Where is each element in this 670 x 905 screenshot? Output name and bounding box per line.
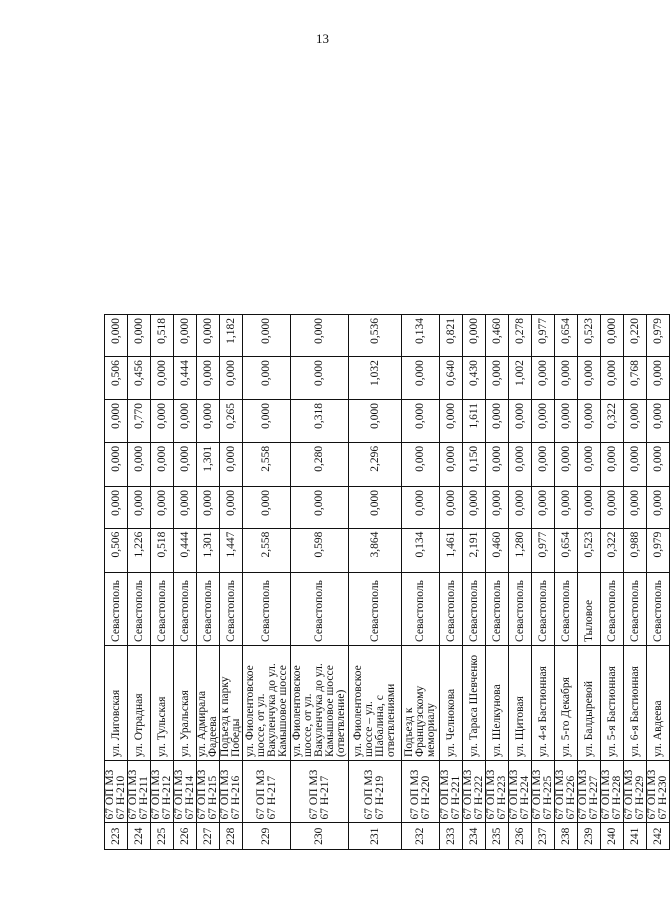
length-col-3-cell: 0,000 [220,442,243,486]
length-col-3-cell: 0,000 [647,442,670,486]
length-col-5-cell: 0,000 [647,357,670,400]
road-name-cell: ул. Уральская [174,645,197,760]
length-col-5-cell: 0,000 [291,357,349,400]
row-number-cell: 238 [555,823,578,850]
row-number-cell: 223 [105,823,128,850]
length-col-3-cell: 2,558 [243,442,291,486]
length-col-6-cell: 0,000 [197,315,220,357]
road-name-cell: ул. Авдеева [647,645,670,760]
total-length-cell: 0,322 [601,528,624,572]
locality-cell: Севастополь [174,572,197,645]
road-code-cell: 67 ОП МЗ 67 Н-210 [105,760,128,823]
length-col-4-cell: 0,000 [402,400,440,443]
length-col-2-cell: 0,000 [174,486,197,528]
locality-cell: Севастополь [555,572,578,645]
length-col-5-cell: 0,000 [220,357,243,400]
road-name-cell: ул. 5-го Декабря [555,645,578,760]
row-number-cell: 240 [601,823,624,850]
locality-cell: Севастополь [486,572,509,645]
length-col-6-cell: 0,979 [647,315,670,357]
length-col-4-cell: 0,000 [647,400,670,443]
length-col-5-cell: 0,456 [128,357,151,400]
row-number-cell: 242 [647,823,670,850]
length-col-2-cell: 0,000 [532,486,555,528]
length-col-3-cell: 0,000 [440,442,463,486]
road-name-cell: ул. Тульская [151,645,174,760]
length-col-2-cell: 0,000 [647,486,670,528]
length-col-6-cell: 0,278 [509,315,532,357]
table-row [463,315,486,850]
total-length-cell: 1,461 [440,528,463,572]
road-name-cell: ул. 4-я Бастионная [532,645,555,760]
length-col-6-cell: 0,000 [463,315,486,357]
length-col-4-cell: 0,000 [624,400,647,443]
road-code-cell: 67 ОП МЗ 67 Н-224 [509,760,532,823]
road-name-cell: ул. Фиолентовское шоссе, от ул. Вакуленчука до ул. Камышовое шоссе [243,645,291,760]
row-number-cell: 229 [243,823,291,850]
length-col-3-cell: 0,000 [601,442,624,486]
road-name-cell: Подъезд к Французскому мемориалу [402,645,440,760]
length-col-5-cell: 0,000 [578,357,601,400]
table-row [624,315,647,850]
row-number-cell: 228 [220,823,243,850]
road-name-cell: ул. Тараса Шевченко [463,645,486,760]
length-col-3-cell: 0,000 [532,442,555,486]
road-code-cell: 67 ОП МЗ 67 Н-228 [601,760,624,823]
table-row [220,315,243,850]
road-code-cell: 67 ОП МЗ 67 Н-219 [349,760,402,823]
length-col-2-cell: 0,000 [151,486,174,528]
locality-cell: Севастополь [440,572,463,645]
length-col-2-cell: 0,000 [243,486,291,528]
length-col-6-cell: 0,536 [349,315,402,357]
length-col-5-cell: 0,768 [624,357,647,400]
road-code-cell: 67 ОП МЗ 67 Н-227 [578,760,601,823]
length-col-5-cell: 0,430 [463,357,486,400]
row-number-cell: 241 [624,823,647,850]
length-col-6-cell: 0,654 [555,315,578,357]
length-col-6-cell: 0,000 [128,315,151,357]
road-code-cell: 67 ОП МЗ 67 Н-225 [532,760,555,823]
length-col-4-cell: 0,000 [440,400,463,443]
length-col-3-cell: 2,296 [349,442,402,486]
locality-cell: Севастополь [291,572,349,645]
row-number-cell: 231 [349,823,402,850]
row-number-cell: 236 [509,823,532,850]
table-row [440,315,463,850]
table-row [349,315,402,850]
total-length-cell: 2,191 [463,528,486,572]
table-row [509,315,532,850]
road-name-cell: ул. Балдыревой [578,645,601,760]
total-length-cell: 1,301 [197,528,220,572]
length-col-2-cell: 0,000 [440,486,463,528]
length-col-3-cell: 1,301 [197,442,220,486]
length-col-2-cell: 0,000 [402,486,440,528]
row-number-cell: 235 [486,823,509,850]
table-row [174,315,197,850]
road-code-cell: 67 ОП МЗ 67 Н-214 [174,760,197,823]
length-col-2-cell: 0,000 [509,486,532,528]
locality-cell: Севастополь [647,572,670,645]
row-number-cell: 237 [532,823,555,850]
table-row [151,315,174,850]
length-col-4-cell: 0,000 [174,400,197,443]
length-col-6-cell: 0,000 [105,315,128,357]
locality-cell: Севастополь [197,572,220,645]
length-col-2-cell: 0,000 [463,486,486,528]
total-length-cell: 3,864 [349,528,402,572]
length-col-3-cell: 0,000 [174,442,197,486]
locality-cell: Севастополь [128,572,151,645]
document-table-rotated [104,314,670,850]
length-col-4-cell: 0,000 [555,400,578,443]
length-col-2-cell: 0,000 [128,486,151,528]
length-col-2-cell: 0,000 [578,486,601,528]
total-length-cell: 0,523 [578,528,601,572]
road-name-cell: ул. 6-я Бастионная [624,645,647,760]
length-col-3-cell: 0,000 [486,442,509,486]
length-col-3-cell: 0,150 [463,442,486,486]
road-code-cell: 67 ОП МЗ 67 Н-229 [624,760,647,823]
length-col-6-cell: 0,518 [151,315,174,357]
row-number-cell: 225 [151,823,174,850]
length-col-3-cell: 0,000 [624,442,647,486]
length-col-4-cell: 0,000 [243,400,291,443]
length-col-2-cell: 0,000 [220,486,243,528]
length-col-4-cell: 0,000 [578,400,601,443]
length-col-6-cell: 0,220 [624,315,647,357]
length-col-5-cell: 1,032 [349,357,402,400]
total-length-cell: 0,654 [555,528,578,572]
total-length-cell: 1,280 [509,528,532,572]
road-code-cell: 67 ОП МЗ 67 Н-215 [197,760,220,823]
locality-cell: Севастополь [402,572,440,645]
length-col-5-cell: 0,640 [440,357,463,400]
roads-table [104,314,670,850]
table-row [291,315,349,850]
row-number-cell: 230 [291,823,349,850]
total-length-cell: 0,977 [532,528,555,572]
length-col-2-cell: 0,000 [349,486,402,528]
row-number-cell: 232 [402,823,440,850]
row-number-cell: 227 [197,823,220,850]
length-col-6-cell: 0,460 [486,315,509,357]
road-name-cell: ул. Лиговская [105,645,128,760]
road-code-cell: 67 ОП МЗ 67 Н-220 [402,760,440,823]
locality-cell: Тыловое [578,572,601,645]
length-col-3-cell: 0,000 [151,442,174,486]
length-col-6-cell: 0,000 [291,315,349,357]
length-col-4-cell: 0,000 [105,400,128,443]
row-number-cell: 224 [128,823,151,850]
length-col-2-cell: 0,000 [624,486,647,528]
length-col-6-cell: 0,821 [440,315,463,357]
road-name-cell: ул. Челнокова [440,645,463,760]
length-col-3-cell: 0,000 [578,442,601,486]
total-length-cell: 1,447 [220,528,243,572]
road-code-cell: 67 ОП МЗ 67 Н-217 [291,760,349,823]
total-length-cell: 0,518 [151,528,174,572]
locality-cell: Севастополь [243,572,291,645]
total-length-cell: 0,460 [486,528,509,572]
road-name-cell: ул. 5-я Бастионная [601,645,624,760]
locality-cell: Севастополь [463,572,486,645]
table-row [197,315,220,850]
road-code-cell: 67 ОП МЗ 67 Н-230 [647,760,670,823]
page-number: 13 [316,31,329,46]
row-number-cell: 226 [174,823,197,850]
locality-cell: Севастополь [349,572,402,645]
road-name-cell: Подъезд к парку Победы [220,645,243,760]
table-row [128,315,151,850]
table-row [647,315,670,850]
road-code-cell: 67 ОП МЗ 67 Н-211 [128,760,151,823]
length-col-6-cell: 0,977 [532,315,555,357]
length-col-6-cell: 0,000 [601,315,624,357]
road-code-cell: 67 ОП МЗ 67 Н-216 [220,760,243,823]
road-name-cell: ул. Щитовая [509,645,532,760]
length-col-5-cell: 0,000 [532,357,555,400]
locality-cell: Севастополь [532,572,555,645]
row-number-cell: 233 [440,823,463,850]
road-name-cell: ул. Фиолентовское шоссе, от ул. Вакуленчука до ул. Камышовое шоссе (ответвление) [291,645,349,760]
length-col-4-cell: 0,000 [532,400,555,443]
length-col-2-cell: 0,000 [197,486,220,528]
length-col-5-cell: 0,000 [197,357,220,400]
table-row [601,315,624,850]
length-col-5-cell: 0,000 [555,357,578,400]
locality-cell: Севастополь [509,572,532,645]
row-number-cell: 234 [463,823,486,850]
length-col-4-cell: 0,770 [128,400,151,443]
total-length-cell: 2,558 [243,528,291,572]
road-name-cell: ул. Адмирала Фадеева [197,645,220,760]
road-code-cell: 67 ОП МЗ 67 Н-223 [486,760,509,823]
road-code-cell: 67 ОП МЗ 67 Н-226 [555,760,578,823]
length-col-5-cell: 0,506 [105,357,128,400]
road-name-cell: ул. Отрадная [128,645,151,760]
length-col-3-cell: 0,000 [402,442,440,486]
locality-cell: Севастополь [105,572,128,645]
length-col-6-cell: 0,000 [243,315,291,357]
road-code-cell: 67 ОП МЗ 67 Н-222 [463,760,486,823]
road-code-cell: 67 ОП МЗ 67 Н-212 [151,760,174,823]
length-col-2-cell: 0,000 [291,486,349,528]
length-col-5-cell: 0,000 [151,357,174,400]
length-col-4-cell: 0,000 [486,400,509,443]
length-col-6-cell: 0,134 [402,315,440,357]
length-col-4-cell: 0,000 [509,400,532,443]
length-col-3-cell: 0,000 [128,442,151,486]
road-code-cell: 67 ОП МЗ 67 Н-217 [243,760,291,823]
length-col-6-cell: 1,182 [220,315,243,357]
length-col-5-cell: 0,000 [486,357,509,400]
row-number-cell: 239 [578,823,601,850]
length-col-4-cell: 0,322 [601,400,624,443]
total-length-cell: 0,506 [105,528,128,572]
total-length-cell: 0,134 [402,528,440,572]
length-col-5-cell: 0,444 [174,357,197,400]
total-length-cell: 1,226 [128,528,151,572]
length-col-4-cell: 0,318 [291,400,349,443]
length-col-3-cell: 0,000 [105,442,128,486]
total-length-cell: 0,979 [647,528,670,572]
total-length-cell: 0,444 [174,528,197,572]
length-col-2-cell: 0,000 [486,486,509,528]
locality-cell: Севастополь [601,572,624,645]
length-col-4-cell: 0,000 [151,400,174,443]
length-col-5-cell: 1,002 [509,357,532,400]
length-col-2-cell: 0,000 [555,486,578,528]
length-col-4-cell: 0,000 [197,400,220,443]
table-row [243,315,291,850]
total-length-cell: 0,988 [624,528,647,572]
locality-cell: Севастополь [624,572,647,645]
length-col-4-cell: 0,000 [349,400,402,443]
length-col-2-cell: 0,000 [105,486,128,528]
length-col-6-cell: 0,000 [174,315,197,357]
table-body [105,315,670,850]
locality-cell: Севастополь [220,572,243,645]
length-col-3-cell: 0,280 [291,442,349,486]
road-name-cell: ул. Фиолентовское шоссе – ул. Шабалина, с ответвлениями [349,645,402,760]
table-row [105,315,128,850]
length-col-3-cell: 0,000 [509,442,532,486]
table-row [486,315,509,850]
table-row [402,315,440,850]
locality-cell: Севастополь [151,572,174,645]
table-row [532,315,555,850]
total-length-cell: 0,598 [291,528,349,572]
table-row [578,315,601,850]
length-col-4-cell: 0,265 [220,400,243,443]
length-col-6-cell: 0,523 [578,315,601,357]
length-col-5-cell: 0,000 [601,357,624,400]
length-col-2-cell: 0,000 [601,486,624,528]
length-col-4-cell: 1,611 [463,400,486,443]
table-row [555,315,578,850]
length-col-5-cell: 0,000 [243,357,291,400]
road-name-cell: ул. Шелкунова [486,645,509,760]
length-col-5-cell: 0,000 [402,357,440,400]
road-code-cell: 67 ОП МЗ 67 Н-221 [440,760,463,823]
length-col-3-cell: 0,000 [555,442,578,486]
